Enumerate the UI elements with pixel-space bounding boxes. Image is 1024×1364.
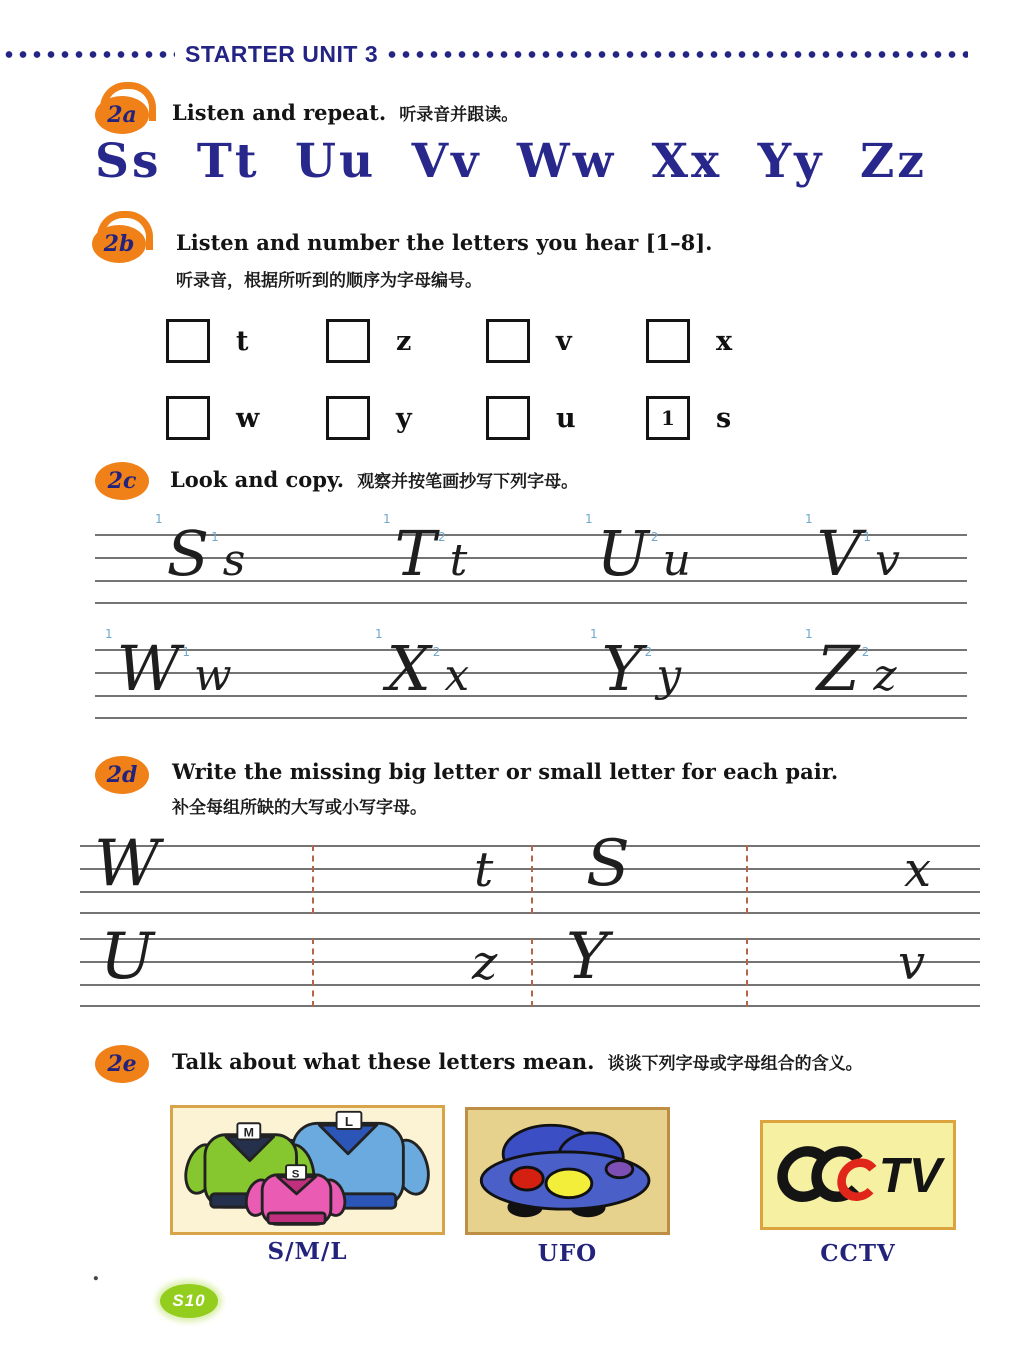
writing-guide-row1 — [95, 512, 967, 604]
page-number-badge: S10 — [160, 1284, 218, 1318]
guide-line — [80, 984, 980, 986]
guide-line — [95, 602, 967, 604]
stroke-number: 2 — [650, 530, 659, 544]
section-2a-title — [172, 100, 518, 125]
answer-cell — [486, 397, 646, 439]
given-letter: z — [472, 935, 498, 991]
stroke-number: 1 — [105, 627, 113, 641]
cell-letter: t — [236, 325, 249, 357]
page-header — [0, 40, 1024, 68]
listen-number-grid — [166, 320, 806, 439]
size-tag-s: S — [291, 1168, 300, 1181]
cell-letter: v — [556, 325, 572, 357]
guide-line — [80, 938, 980, 940]
answer-box-filled[interactable] — [646, 396, 690, 440]
stroke-number: 1 — [805, 627, 813, 641]
answer-box[interactable] — [646, 319, 690, 363]
section-2c-title — [170, 467, 578, 492]
instruction-en: Look and copy. — [170, 467, 345, 492]
instruction-zh: 听录音并跟读。 — [399, 105, 519, 125]
section-2d-title — [172, 759, 838, 784]
answer-cell — [166, 397, 326, 439]
instruction-zh: 观察并按笔画抄写下列字母。 — [357, 472, 579, 492]
pair-writing-row1[interactable] — [80, 827, 980, 914]
answer-cell — [166, 320, 326, 362]
cell-letter: u — [556, 402, 576, 434]
stroke-number: 1 — [182, 645, 191, 659]
capital-letter: U — [596, 517, 649, 590]
size-tag-l: L — [344, 1114, 354, 1130]
guide-line — [80, 891, 980, 893]
card-label-ufo: UFO — [537, 1240, 598, 1267]
dotted-rule-right-icon — [388, 50, 968, 59]
model-letter-pair — [805, 512, 900, 590]
given-letter: x — [904, 842, 932, 898]
ufo-image — [465, 1107, 670, 1235]
column-divider — [312, 938, 314, 1007]
stroke-number: 1 — [211, 530, 219, 544]
answer-box[interactable] — [326, 396, 370, 440]
cell-letter: y — [396, 402, 412, 434]
small-letter: u — [662, 535, 691, 586]
letter-pair: Zz — [859, 134, 927, 189]
capital-letter: S — [166, 517, 210, 590]
stroke-number: 1 — [585, 512, 593, 526]
guide-line — [80, 845, 980, 847]
stroke-number: 2 — [644, 645, 653, 659]
pair-writing-row2[interactable] — [80, 920, 980, 1007]
stroke-number: 1 — [375, 627, 383, 641]
stroke-number: 1 — [155, 512, 163, 526]
instruction-en: Listen and number the letters you hear [1–8]. — [176, 230, 713, 255]
letter-pair: Tt — [196, 134, 260, 189]
column-divider — [746, 845, 748, 914]
letter-pair: Ww — [516, 134, 617, 189]
answer-cell — [646, 320, 806, 362]
section-badge-2b-headphones-icon: 2b — [92, 225, 146, 263]
model-letter-pair — [383, 512, 468, 590]
section-badge-2d: 2d — [95, 756, 149, 794]
capital-letter: Y — [601, 632, 643, 705]
section-badge-2c: 2c — [95, 462, 149, 500]
letter-pair: Vv — [411, 134, 482, 189]
stroke-number: 2 — [432, 645, 441, 659]
model-letter-pair — [805, 627, 897, 705]
ufo-illustration — [468, 1110, 667, 1232]
cctv-logo — [763, 1123, 953, 1227]
writing-guide-row2 — [95, 627, 967, 719]
answer-value: 1 — [661, 406, 675, 430]
column-divider — [312, 845, 314, 914]
model-letter-pair — [105, 627, 232, 705]
cctv-logo-image — [760, 1120, 956, 1230]
stroke-number: 1 — [590, 627, 598, 641]
answer-box[interactable] — [486, 396, 530, 440]
guide-line — [80, 1005, 980, 1007]
stray-mark: . — [92, 1260, 100, 1286]
small-letter: s — [222, 535, 246, 586]
small-letter: v — [875, 535, 900, 586]
answer-box[interactable] — [166, 319, 210, 363]
answer-box[interactable] — [486, 319, 530, 363]
given-letter: t — [474, 842, 494, 898]
small-letter: z — [873, 650, 897, 701]
letter-pair: Xx — [651, 134, 723, 189]
instruction-en: Talk about what these letters mean. — [172, 1049, 595, 1074]
answer-cell — [326, 320, 486, 362]
column-divider — [746, 938, 748, 1007]
section-2b-title-zh: 听录音，根据所听到的顺序为字母编号。 — [176, 271, 482, 291]
dotted-rule-left-icon — [5, 50, 175, 59]
model-letter-pair — [155, 512, 246, 590]
model-letter-pair — [590, 627, 682, 705]
card-label-sml: S/M/L — [267, 1238, 348, 1265]
given-letter: Y — [566, 920, 609, 994]
cell-letter: z — [396, 325, 412, 357]
guide-line — [95, 717, 967, 719]
guide-line — [80, 961, 980, 963]
instruction-en: Listen and repeat. — [172, 100, 387, 125]
section-2b-title — [176, 230, 713, 255]
cell-letter: x — [716, 325, 733, 357]
small-letter: t — [449, 535, 468, 586]
capital-letter: W — [116, 632, 181, 705]
capital-letter: T — [394, 517, 436, 590]
alphabet-row — [95, 134, 927, 189]
section-2d-title-zh: 补全每组所缺的大写或小写字母。 — [172, 798, 427, 818]
cell-letter: w — [236, 402, 260, 434]
model-letter-pair — [375, 627, 470, 705]
cctv-tv-text: TV — [878, 1148, 942, 1204]
given-letter: v — [898, 935, 926, 991]
guide-line — [80, 868, 980, 870]
instruction-en: Write the missing big letter or small letter for each pair. — [172, 759, 839, 784]
given-letter: U — [100, 920, 154, 994]
guide-line — [80, 912, 980, 914]
answer-box[interactable] — [166, 396, 210, 440]
column-divider — [531, 845, 533, 914]
section-badge-2a-headphones-icon: 2a — [95, 96, 149, 134]
section-2e-title — [172, 1049, 863, 1074]
card-label-cctv: CCTV — [820, 1240, 896, 1267]
small-letter: y — [656, 650, 682, 701]
column-divider — [531, 938, 533, 1007]
sweaters-image — [170, 1105, 445, 1235]
small-letter: w — [194, 650, 232, 701]
unit-title: STARTER UNIT 3 — [185, 40, 379, 67]
capital-letter: V — [816, 517, 862, 590]
letter-pair: Uu — [295, 134, 377, 189]
stroke-number: 1 — [863, 530, 872, 544]
letter-pair: Ss — [95, 134, 162, 189]
answer-box[interactable] — [326, 319, 370, 363]
letter-pair: Yy — [757, 134, 825, 189]
section-badge-2e: 2e — [95, 1045, 149, 1083]
instruction-zh: 谈谈下列字母或字母组合的含义。 — [607, 1054, 863, 1074]
answer-cell — [486, 320, 646, 362]
model-letter-pair — [585, 512, 691, 590]
sweaters-illustration — [173, 1108, 442, 1232]
answer-cell — [326, 397, 486, 439]
stroke-number: 2 — [438, 530, 446, 544]
stroke-number: 2 — [861, 645, 870, 659]
cell-letter: s — [716, 402, 732, 434]
stroke-number: 1 — [805, 512, 813, 526]
size-tag-m: M — [243, 1125, 255, 1140]
answer-cell — [646, 397, 806, 439]
given-letter: S — [586, 827, 630, 901]
stroke-number: 1 — [383, 512, 391, 526]
small-letter: x — [444, 650, 470, 701]
capital-letter: Z — [816, 632, 860, 705]
given-letter: W — [94, 827, 160, 901]
capital-letter: X — [386, 632, 431, 705]
